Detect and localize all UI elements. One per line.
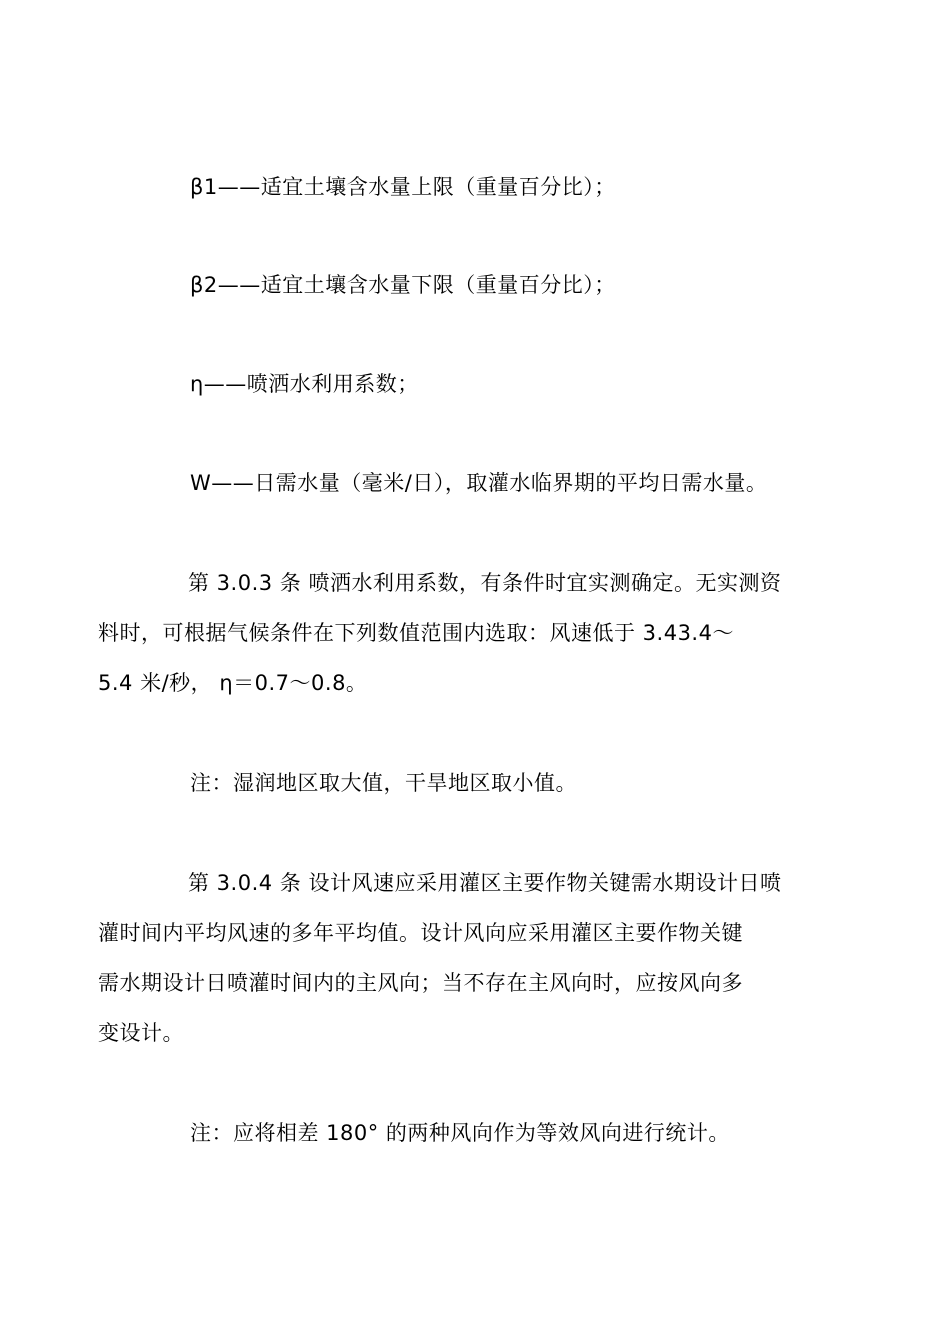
clause-3-0-3 xyxy=(98,558,808,708)
note-3-0-4: 注：应将相差 180° 的两种风向作为等效风向进行统计。 xyxy=(190,1121,730,1145)
definition-beta2: β2——适宜土壤含水量下限（重量百分比）； xyxy=(190,273,616,297)
clause-3-0-3-line: 料时，可根据气候条件在下列数值范围内选取：风速低于 3.43.4～ xyxy=(98,621,734,645)
note-3-0-3: 注：湿润地区取大值，干旱地区取小值。 xyxy=(190,771,577,795)
clause-3-0-3-line: 第 3.0.3 条 喷洒水利用系数，有条件时宜实测确定。无实测资 xyxy=(188,571,782,595)
definition-w: W——日需水量（毫米/日），取灌水临界期的平均日需水量。 xyxy=(190,471,768,495)
clause-3-0-3-line: 5.4 米/秒， η＝0.7～0.8。 xyxy=(98,671,368,695)
definition-eta: η——喷洒水利用系数； xyxy=(190,372,419,396)
clause-3-0-4 xyxy=(98,858,808,1058)
definition-beta1: β1——适宜土壤含水量上限（重量百分比）； xyxy=(190,175,616,199)
clause-3-0-4-line: 变设计。 xyxy=(98,1021,184,1045)
clause-3-0-4-line: 第 3.0.4 条 设计风速应采用灌区主要作物关键需水期设计日喷 xyxy=(188,871,782,895)
clause-3-0-4-line: 灌时间内平均风速的多年平均值。设计风向应采用灌区主要作物关键 xyxy=(98,921,743,945)
clause-3-0-4-line: 需水期设计日喷灌时间内的主风向；当不存在主风向时，应按风向多 xyxy=(98,971,743,995)
